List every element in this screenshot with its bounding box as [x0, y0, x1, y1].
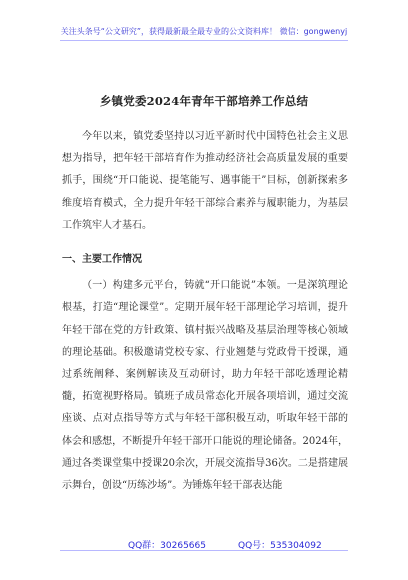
section-heading: 一、主要工作情况 — [62, 254, 142, 266]
footer-divider — [60, 550, 348, 551]
header-divider — [60, 40, 348, 41]
document-title: 乡镇党委2024年青年干部培养工作总结 — [99, 94, 309, 108]
footer-qq-group: QQ群：30265665 — [128, 541, 206, 551]
footer-qq-number: QQ号：535304092 — [238, 541, 322, 551]
header-banner: 关注头条号“公文研究”，获得最新最全最专业的公文资料库！ 微信：gongwenyj — [60, 27, 348, 36]
document-body — [62, 126, 348, 497]
intro-paragraph: 今年以来，镇党委坚持以习近平新时代中国特色社会主义思想为指导，把年轻干部培育作为推动经济社会高质量发展的重要抓手，围绕“开口能说、提笔能写、遇事能干”目标，创新探索多维度培育模式，全力提升年轻干部综合素养与履职能力，为基层工作筑牢人才基石。 — [62, 131, 348, 231]
section-paragraph: （一）构建多元平台，铸就“开口能说”本领。一是深筑理论根基，打造“理论课堂”。定期开展年轻干部理论学习培训，提升年轻干部在党的方针政策、镇村振兴战略及基层治理等核心领域的理论基础。积极邀请党校专家、行业翘楚与党政骨干授课，通过系统阐释、案例解读及互动研讨，助力年轻干部吃透理论精髓，拓宽视野格局。镇班子成员常态化开展各项培训，通过交流座谈、点对点指导等方式与年轻干部积极互动，听取年轻干部的体会和感想，不断提升年轻干部开口能说的理论储备。2024年，通过各类课堂集中授课20余次，开展交流指导36次。二是搭建展示舞台，创设“历练沙场”。为锤炼年轻干部表达能 — [62, 280, 348, 492]
